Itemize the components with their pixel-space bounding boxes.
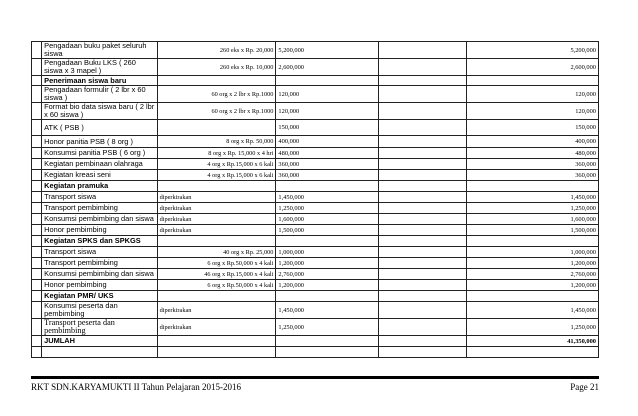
- amount-cell: 120,000: [276, 86, 379, 103]
- item-label-cell: [42, 347, 157, 358]
- amount-cell: 1,450,000: [276, 302, 379, 319]
- section-header-row: [32, 76, 599, 86]
- table-row: [32, 280, 599, 291]
- amount-cell: [276, 236, 379, 247]
- total-cell: 1,450,000: [466, 302, 598, 319]
- calculation-detail-cell: 6 org x Rp.50,000 x 4 kali: [157, 280, 276, 291]
- empty-cell: [379, 181, 466, 192]
- amount-cell: 2,760,000: [276, 269, 379, 280]
- calculation-detail-cell: 8 org x Rp. 15,000 x 4 hri: [157, 148, 276, 159]
- item-label-cell: Transport pembimbing: [42, 203, 157, 214]
- item-label-cell: Transport peserta dan pembimbing: [42, 319, 157, 336]
- total-cell: [466, 236, 598, 247]
- table-row: [32, 347, 599, 358]
- table-row: [32, 159, 599, 170]
- table-row: [32, 148, 599, 159]
- amount-cell: 1,200,000: [276, 258, 379, 269]
- number-cell: [32, 247, 42, 258]
- section-header-row: [32, 291, 599, 302]
- table-row: [32, 225, 599, 236]
- total-cell: [466, 291, 598, 302]
- calculation-detail-cell: 40 org x Rp. 25,000: [157, 247, 276, 258]
- number-cell: [32, 225, 42, 236]
- number-cell: [32, 347, 42, 358]
- number-cell: [32, 291, 42, 302]
- empty-cell: [379, 302, 466, 319]
- amount-cell: 5,200,000: [276, 42, 379, 59]
- empty-cell: [379, 159, 466, 170]
- amount-cell: [276, 291, 379, 302]
- table-row: [32, 86, 599, 103]
- empty-cell: [379, 170, 466, 181]
- total-cell: 1,200,000: [466, 258, 598, 269]
- table-row: [32, 269, 599, 280]
- table-row: [32, 42, 599, 59]
- calculation-detail-cell: diperkirakan: [157, 302, 276, 319]
- total-cell: 5,200,000: [466, 42, 598, 59]
- number-cell: [32, 181, 42, 192]
- total-row: [32, 336, 599, 347]
- number-cell: [32, 214, 42, 225]
- item-label-cell: Kegiatan pembinaan olahraga: [42, 159, 157, 170]
- number-cell: [32, 170, 42, 181]
- table-row: [32, 247, 599, 258]
- total-cell: 1,200,000: [466, 280, 598, 291]
- item-label-cell: Honor panitia PSB ( 8 org ): [42, 136, 157, 148]
- empty-cell: [379, 120, 466, 136]
- calculation-detail-cell: diperkirakan: [157, 203, 276, 214]
- total-cell: [466, 347, 598, 358]
- empty-cell: [379, 291, 466, 302]
- total-cell: 400,000: [466, 136, 598, 148]
- budget-table: [31, 41, 599, 358]
- number-cell: [32, 258, 42, 269]
- calculation-detail-cell: 4 org x Rp.15,000 x 6 kali: [157, 159, 276, 170]
- number-cell: [32, 280, 42, 291]
- item-label-cell: JUMLAH: [42, 336, 157, 347]
- table-row: [32, 120, 599, 136]
- total-cell: 1,250,000: [466, 203, 598, 214]
- total-cell: 150,000: [466, 120, 598, 136]
- empty-cell: [379, 258, 466, 269]
- total-cell: 1,600,000: [466, 214, 598, 225]
- footer-document-title: RKT SDN.KARYAMUKTI II Tahun Pelajaran 2015-2016: [31, 382, 242, 392]
- amount-cell: [276, 347, 379, 358]
- number-cell: [32, 148, 42, 159]
- item-label-cell: Kegiatan PMR/ UKS: [42, 291, 157, 302]
- empty-cell: [379, 86, 466, 103]
- item-label-cell: Konsumsi pembimbing dan siswa: [42, 269, 157, 280]
- total-cell: 120,000: [466, 86, 598, 103]
- number-cell: [32, 136, 42, 148]
- total-cell: 2,600,000: [466, 59, 598, 76]
- total-cell: [466, 76, 598, 86]
- empty-cell: [379, 59, 466, 76]
- total-cell: 1,000,000: [466, 247, 598, 258]
- section-header-row: [32, 236, 599, 247]
- item-label-cell: Honor pembimbing: [42, 225, 157, 236]
- number-cell: [32, 120, 42, 136]
- calculation-detail-cell: 260 eks x Rp. 10,000: [157, 59, 276, 76]
- calculation-detail-cell: 60 org x 2 lbr x Rp.1000: [157, 86, 276, 103]
- calculation-detail-cell: [157, 347, 276, 358]
- section-header-row: [32, 181, 599, 192]
- calculation-detail-cell: diperkirakan: [157, 319, 276, 336]
- amount-cell: 1,000,000: [276, 247, 379, 258]
- amount-cell: 2,600,000: [276, 59, 379, 76]
- empty-cell: [379, 148, 466, 159]
- number-cell: [32, 319, 42, 336]
- number-cell: [32, 236, 42, 247]
- total-cell: 1,500,000: [466, 225, 598, 236]
- calculation-detail-cell: 8 org x Rp. 50,000: [157, 136, 276, 148]
- calculation-detail-cell: 46 org x Rp.15,000 x 4 kali: [157, 269, 276, 280]
- item-label-cell: Transport siswa: [42, 247, 157, 258]
- number-cell: [32, 86, 42, 103]
- calculation-detail-cell: diperkirakan: [157, 225, 276, 236]
- calculation-detail-cell: 260 eks x Rp. 20,000: [157, 42, 276, 59]
- number-cell: [32, 336, 42, 347]
- footer-page-number: Page 21: [570, 382, 599, 392]
- amount-cell: [276, 76, 379, 86]
- table-row: [32, 170, 599, 181]
- calculation-detail-cell: [157, 291, 276, 302]
- table-row: [32, 136, 599, 148]
- item-label-cell: Penerimaan siswa baru: [42, 76, 157, 86]
- table-row: [32, 103, 599, 120]
- item-label-cell: Konsumsi pembimbing dan siswa: [42, 214, 157, 225]
- amount-cell: 1,450,000: [276, 192, 379, 203]
- empty-cell: [379, 192, 466, 203]
- calculation-detail-cell: 6 org x Rp.50,000 x 4 kali: [157, 258, 276, 269]
- empty-cell: [379, 136, 466, 148]
- amount-cell: 400,000: [276, 136, 379, 148]
- number-cell: [32, 159, 42, 170]
- amount-cell: 120,000: [276, 103, 379, 120]
- empty-cell: [379, 269, 466, 280]
- amount-cell: 150,000: [276, 120, 379, 136]
- number-cell: [32, 59, 42, 76]
- item-label-cell: Konsumsi panitia PSB ( 6 org ): [42, 148, 157, 159]
- item-label-cell: Kegiatan pramuka: [42, 181, 157, 192]
- item-label-cell: Pengadaan formulir ( 2 lbr x 60 siswa ): [42, 86, 157, 103]
- amount-cell: [276, 336, 379, 347]
- table-row: [32, 59, 599, 76]
- amount-cell: 360,000: [276, 159, 379, 170]
- table-row: [32, 192, 599, 203]
- total-cell: 1,250,000: [466, 319, 598, 336]
- table-row: [32, 258, 599, 269]
- item-label-cell: Pengadaan Buku LKS ( 260 siswa x 3 mapel ): [42, 59, 157, 76]
- calculation-detail-cell: 4 org x Rp.15,000 x 6 kali: [157, 170, 276, 181]
- number-cell: [32, 203, 42, 214]
- calculation-detail-cell: 60 org x 2 lbr x Rp.1000: [157, 103, 276, 120]
- item-label-cell: Pengadaan buku paket seluruh siswa: [42, 42, 157, 59]
- empty-cell: [379, 280, 466, 291]
- calculation-detail-cell: diperkirakan: [157, 192, 276, 203]
- amount-cell: 1,250,000: [276, 319, 379, 336]
- number-cell: [32, 103, 42, 120]
- empty-cell: [379, 203, 466, 214]
- amount-cell: 360,000: [276, 170, 379, 181]
- amount-cell: [276, 181, 379, 192]
- number-cell: [32, 192, 42, 203]
- empty-cell: [379, 42, 466, 59]
- total-cell: 2,760,000: [466, 269, 598, 280]
- amount-cell: 1,600,000: [276, 214, 379, 225]
- number-cell: [32, 269, 42, 280]
- empty-cell: [379, 319, 466, 336]
- item-label-cell: Konsumsi peserta dan pembimbing: [42, 302, 157, 319]
- item-label-cell: ATK ( PSB ): [42, 120, 157, 136]
- empty-cell: [379, 76, 466, 86]
- number-cell: [32, 302, 42, 319]
- item-label-cell: Transport pembimbing: [42, 258, 157, 269]
- number-cell: [32, 76, 42, 86]
- amount-cell: 1,200,000: [276, 280, 379, 291]
- calculation-detail-cell: [157, 181, 276, 192]
- table-row: [32, 214, 599, 225]
- total-cell: 480,000: [466, 148, 598, 159]
- table-row: [32, 203, 599, 214]
- calculation-detail-cell: diperkirakan: [157, 214, 276, 225]
- page-footer: [31, 376, 599, 392]
- empty-cell: [379, 247, 466, 258]
- total-cell: 1,450,000: [466, 192, 598, 203]
- calculation-detail-cell: [157, 236, 276, 247]
- calculation-detail-cell: [157, 336, 276, 347]
- item-label-cell: Honor pembimbing: [42, 280, 157, 291]
- total-cell: 120,000: [466, 103, 598, 120]
- amount-cell: 1,500,000: [276, 225, 379, 236]
- number-cell: [32, 42, 42, 59]
- amount-cell: 1,250,000: [276, 203, 379, 214]
- empty-cell: [379, 214, 466, 225]
- empty-cell: [379, 236, 466, 247]
- table-row: [32, 302, 599, 319]
- amount-cell: 480,000: [276, 148, 379, 159]
- total-cell: 41,350,000: [466, 336, 598, 347]
- total-cell: 360,000: [466, 170, 598, 181]
- item-label-cell: Kegiatan kreasi seni: [42, 170, 157, 181]
- total-cell: [466, 181, 598, 192]
- item-label-cell: Kegiatan SPKS dan SPKGS: [42, 236, 157, 247]
- empty-cell: [379, 225, 466, 236]
- empty-cell: [379, 103, 466, 120]
- item-label-cell: Transport siswa: [42, 192, 157, 203]
- empty-cell: [379, 336, 466, 347]
- calculation-detail-cell: [157, 76, 276, 86]
- item-label-cell: Format bio data siswa baru ( 2 lbr x 60 siswa ): [42, 103, 157, 120]
- calculation-detail-cell: [157, 120, 276, 136]
- table-row: [32, 319, 599, 336]
- empty-cell: [379, 347, 466, 358]
- total-cell: 360,000: [466, 159, 598, 170]
